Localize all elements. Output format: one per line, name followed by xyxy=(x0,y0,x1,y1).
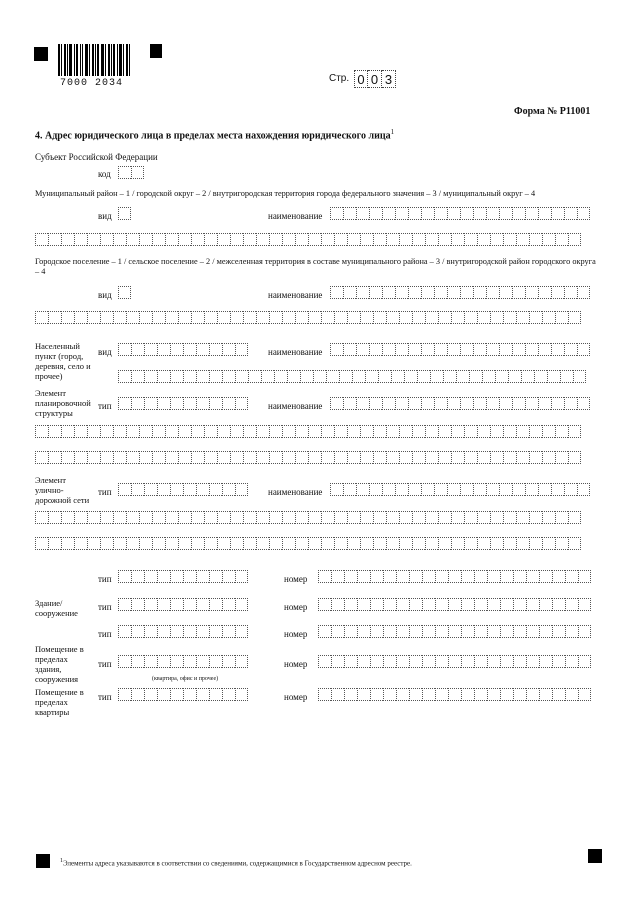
locality-name-label: наименование xyxy=(268,347,323,357)
barcode xyxy=(58,44,132,76)
building-type-label: тип xyxy=(98,574,112,584)
municipal-type-label: вид xyxy=(98,211,112,221)
apartment-room-number-field[interactable] xyxy=(318,688,591,701)
settlement-name-field[interactable] xyxy=(330,286,590,299)
apartment-room-label: Помещение в пределах квартиры xyxy=(35,687,84,717)
building-number-label: номер xyxy=(284,574,308,584)
locality-type-field[interactable] xyxy=(118,343,248,356)
page-digit-cell: 0 xyxy=(354,70,368,88)
building-number-label: номер xyxy=(284,602,308,612)
settlement-type-field[interactable] xyxy=(118,286,131,299)
settlement-label: Городское поселение – 1 / сельское поселение – 2 / межселенная территория в составе муниципального района – 3 / внутригородской район городского округа – 4 xyxy=(35,257,596,276)
footer-footnote-mark: 1 xyxy=(60,858,63,864)
footer-footnote xyxy=(60,856,412,868)
building-type-field-2[interactable] xyxy=(118,598,248,611)
locality-name-field[interactable] xyxy=(330,343,590,356)
building-number-label: номер xyxy=(284,629,308,639)
registration-marker-top-right xyxy=(150,44,162,58)
building-number-field-3[interactable] xyxy=(318,625,591,638)
building-label: Здание/ сооружение xyxy=(35,598,78,618)
street-name-label: наименование xyxy=(268,487,323,497)
section-title-text: 4. Адрес юридического лица в пределах места нахождения юридического лица xyxy=(35,130,391,142)
page-number-cells xyxy=(354,70,396,88)
premises-type-label: тип xyxy=(98,659,112,669)
municipal-name-field[interactable] xyxy=(330,207,590,220)
planning-name-label: наименование xyxy=(268,401,323,411)
locality-label: Населенный пункт (город, деревня, село и прочее) xyxy=(35,341,91,381)
settlement-name-field-row2[interactable] xyxy=(35,311,581,324)
municipal-type-field[interactable] xyxy=(118,207,131,220)
street-type-field[interactable] xyxy=(118,483,248,496)
municipal-name-label: наименование xyxy=(268,211,323,221)
municipal-label: Муниципальный район – 1 / городской округ – 2 / внутригородская территория города федерального значения – 3 / муниципальный округ – 4 xyxy=(35,189,536,198)
street-label: Элемент улично-дорожной сети xyxy=(35,475,90,505)
barcode-number: 7000 2034 xyxy=(60,78,124,89)
street-name-field-row3[interactable] xyxy=(35,537,581,550)
building-type-label: тип xyxy=(98,629,112,639)
premises-number-field[interactable] xyxy=(318,655,591,668)
building-number-field-1[interactable] xyxy=(318,570,591,583)
registration-marker-top-left xyxy=(34,47,48,61)
section-title xyxy=(35,127,394,141)
municipal-name-field-row2[interactable] xyxy=(35,233,581,246)
building-type-field-3[interactable] xyxy=(118,625,248,638)
premises-label: Помещение в пределах здания, сооружения xyxy=(35,644,84,684)
planning-label: Элемент планировочной структуры xyxy=(35,388,91,418)
planning-name-field-row3[interactable] xyxy=(35,451,581,464)
planning-name-field-row2[interactable] xyxy=(35,425,581,438)
premises-type-field[interactable] xyxy=(118,655,248,668)
street-name-field-row2[interactable] xyxy=(35,511,581,524)
planning-name-field[interactable] xyxy=(330,397,590,410)
subject-label: Субъект Российской Федерации xyxy=(35,152,158,162)
apartment-room-type-label: тип xyxy=(98,692,112,702)
page-digit-cell: 0 xyxy=(368,70,382,88)
building-type-field-1[interactable] xyxy=(118,570,248,583)
apartment-room-number-label: номер xyxy=(284,692,308,702)
planning-type-label: тип xyxy=(98,401,112,411)
subject-code-field[interactable] xyxy=(118,166,144,179)
footnote-mark: 1 xyxy=(390,128,395,136)
street-type-label: тип xyxy=(98,487,112,497)
apartment-room-type-field[interactable] xyxy=(118,688,248,701)
locality-name-field-row2[interactable] xyxy=(118,370,586,383)
building-number-field-2[interactable] xyxy=(318,598,591,611)
form-number: Форма № Р11001 xyxy=(514,106,591,117)
premises-hint: (квартира, офис и прочее) xyxy=(152,676,219,682)
page-digit-cell: 3 xyxy=(382,70,396,88)
registration-marker-bottom-left xyxy=(36,854,50,868)
locality-type-label: вид xyxy=(98,347,112,357)
premises-number-label: номер xyxy=(284,659,308,669)
subject-code-label: код xyxy=(98,169,111,179)
settlement-type-label: вид xyxy=(98,290,112,300)
registration-marker-bottom-right xyxy=(588,849,602,863)
planning-type-field[interactable] xyxy=(118,397,248,410)
street-name-field[interactable] xyxy=(330,483,590,496)
page-label: Стр. xyxy=(329,73,350,84)
footer-footnote-text: Элементы адреса указываются в соответствии со сведениями, содержащимися в Государственном адресном реестре. xyxy=(63,859,412,868)
settlement-name-label: наименование xyxy=(268,290,323,300)
building-type-label: тип xyxy=(98,602,112,612)
